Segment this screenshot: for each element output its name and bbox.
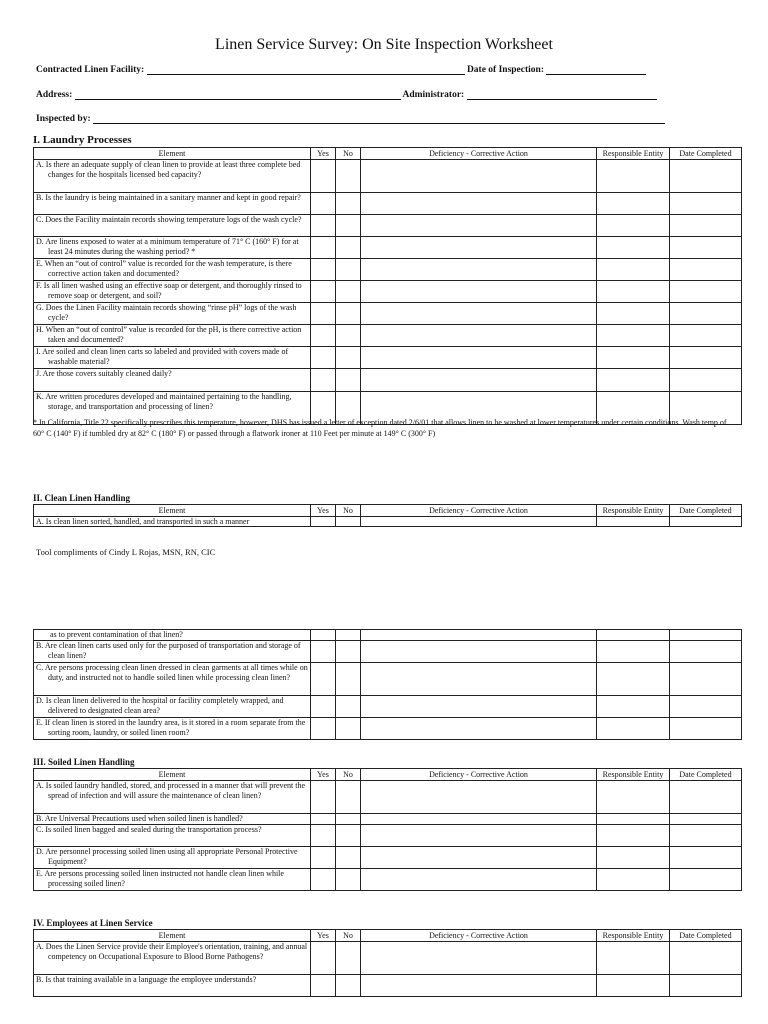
inspected-by-input[interactable] <box>93 113 665 124</box>
col-element-header: Element <box>34 769 311 781</box>
deficiency-cell[interactable] <box>361 215 597 237</box>
deficiency-cell[interactable] <box>361 303 597 325</box>
section-1-title: I. Laundry Processes <box>33 134 132 146</box>
element-question: E. If clean linen is stored in the laundry area, is it stored in a room separate from the sorting room, laundry, or soiled linen room? <box>36 718 306 737</box>
deficiency-cell[interactable] <box>361 814 597 825</box>
element-question: K. Are written procedures developed and maintained pertaining to the handling, storage, and transportation and processing of linen? <box>36 392 292 411</box>
responsible-cell[interactable] <box>597 814 670 825</box>
deficiency-cell[interactable] <box>361 237 597 259</box>
table-row <box>34 847 742 869</box>
facility-input[interactable] <box>147 64 465 75</box>
address-field <box>36 89 657 100</box>
element-text <box>34 215 311 237</box>
responsible-cell[interactable] <box>597 663 670 696</box>
element-text <box>34 259 311 281</box>
date-cell[interactable] <box>670 630 742 641</box>
element-question: A. Is clean linen sorted, handled, and transported in such a manner <box>36 517 250 526</box>
element-text <box>34 325 311 347</box>
col-responsible-header: Responsible Entity <box>597 505 670 517</box>
element-question: C. Is soiled linen bagged and sealed during the transportation process? <box>36 825 262 834</box>
date-inspection-label: Date of Inspection: <box>466 65 544 75</box>
address-label: Address: <box>36 90 73 100</box>
date-cell[interactable] <box>670 781 742 814</box>
table-row <box>34 942 742 975</box>
date-cell[interactable] <box>670 160 742 193</box>
responsible-cell[interactable] <box>597 781 670 814</box>
header-row <box>34 148 742 160</box>
date-cell[interactable] <box>670 259 742 281</box>
element-question: as to prevent contamination of that linen? <box>50 630 183 639</box>
deficiency-cell[interactable] <box>361 847 597 869</box>
table-row <box>34 193 742 215</box>
date-inspection-input[interactable] <box>546 64 646 75</box>
element-question: B. Are Universal Precautions used when soiled linen is handled? <box>36 814 243 823</box>
deficiency-cell[interactable] <box>361 718 597 740</box>
responsible-cell[interactable] <box>597 718 670 740</box>
col-deficiency-header: Deficiency - Corrective Action <box>361 148 597 160</box>
table-row <box>34 303 742 325</box>
col-date-header: Date Completed <box>670 769 742 781</box>
date-cell[interactable] <box>670 663 742 696</box>
no-cell[interactable] <box>336 663 361 696</box>
document-title: Linen Service Survey: On Site Inspection Worksheet <box>215 36 553 53</box>
no-cell[interactable] <box>336 237 361 259</box>
address-input[interactable] <box>75 89 401 100</box>
element-question: C. Are persons processing clean linen dressed in clean garments at all times while on duty, and instructed not to handle soiled linen while processing clean linen? <box>36 663 308 682</box>
element-text <box>34 847 311 869</box>
deficiency-cell[interactable] <box>361 869 597 891</box>
table-row <box>34 281 742 303</box>
date-cell[interactable] <box>670 517 742 527</box>
col-responsible-header: Responsible Entity <box>597 930 670 942</box>
responsible-cell[interactable] <box>597 303 670 325</box>
col-no-header: No <box>336 148 361 160</box>
date-cell[interactable] <box>670 237 742 259</box>
deficiency-cell[interactable] <box>361 517 597 527</box>
element-question: C. Does the Facility maintain records showing temperature logs of the wash cycle? <box>36 215 302 224</box>
element-question: A. Is soiled laundry handled, stored, and processed in a manner that will prevent the spread of infection and will assure the maintenance of clean linen? <box>36 781 306 800</box>
yes-cell[interactable] <box>311 641 336 663</box>
date-cell[interactable] <box>670 825 742 847</box>
element-question: G. Does the Linen Facility maintain records showing “rinse pH” logs of the wash cycle? <box>36 303 297 322</box>
date-cell[interactable] <box>670 975 742 997</box>
no-cell[interactable] <box>336 942 361 975</box>
date-cell[interactable] <box>670 814 742 825</box>
col-no-header: No <box>336 505 361 517</box>
administrator-input[interactable] <box>467 89 657 100</box>
col-responsible-header: Responsible Entity <box>597 148 670 160</box>
table-row <box>34 237 742 259</box>
element-text <box>34 641 311 663</box>
element-text <box>34 825 311 847</box>
yes-cell[interactable] <box>311 975 336 997</box>
yes-cell[interactable] <box>311 847 336 869</box>
col-element-header: Element <box>34 505 311 517</box>
date-cell[interactable] <box>670 696 742 718</box>
element-question: B. Is that training available in a language the employee understands? <box>36 975 257 984</box>
header-row <box>34 769 742 781</box>
deficiency-cell[interactable] <box>361 369 597 392</box>
col-element-header: Element <box>34 930 311 942</box>
laundry-processes-table <box>33 147 742 425</box>
element-question: D. Is clean linen delivered to the hospital or facility completely wrapped, and delivered to designated clean area? <box>36 696 284 715</box>
no-cell[interactable] <box>336 303 361 325</box>
no-cell[interactable] <box>336 869 361 891</box>
element-question: D. Are linens exposed to water at a minimum temperature of 71° C (160° F) for at least 24 minutes during the washing period? * <box>36 237 299 256</box>
footer-credit: Tool compliments of Cindy L Rojas, MSN, RN, CIC <box>36 547 216 557</box>
no-cell[interactable] <box>336 281 361 303</box>
yes-cell[interactable] <box>311 517 336 527</box>
no-cell[interactable] <box>336 847 361 869</box>
table-row <box>34 259 742 281</box>
yes-cell[interactable] <box>311 942 336 975</box>
no-cell[interactable] <box>336 369 361 392</box>
date-cell[interactable] <box>670 942 742 975</box>
table-row <box>34 630 742 641</box>
responsible-cell[interactable] <box>597 160 670 193</box>
no-cell[interactable] <box>336 193 361 215</box>
responsible-cell[interactable] <box>597 369 670 392</box>
element-text <box>34 160 311 193</box>
table-row <box>34 160 742 193</box>
yes-cell[interactable] <box>311 237 336 259</box>
yes-cell[interactable] <box>311 781 336 814</box>
element-text <box>34 517 311 527</box>
no-cell[interactable] <box>336 215 361 237</box>
col-element-header: Element <box>34 148 311 160</box>
element-text <box>34 303 311 325</box>
deficiency-cell[interactable] <box>361 347 597 369</box>
responsible-cell[interactable] <box>597 696 670 718</box>
no-cell[interactable] <box>336 259 361 281</box>
yes-cell[interactable] <box>311 814 336 825</box>
yes-cell[interactable] <box>311 347 336 369</box>
element-question: I. Are soiled and clean linen carts so labeled and provided with covers made of washable material? <box>36 347 289 366</box>
responsible-cell[interactable] <box>597 869 670 891</box>
element-text <box>34 630 311 641</box>
yes-cell[interactable] <box>311 825 336 847</box>
administrator-label: Administrator: <box>402 90 465 100</box>
date-cell[interactable] <box>670 641 742 663</box>
yes-cell[interactable] <box>311 193 336 215</box>
date-cell[interactable] <box>670 869 742 891</box>
deficiency-cell[interactable] <box>361 160 597 193</box>
responsible-cell[interactable] <box>597 942 670 975</box>
responsible-cell[interactable] <box>597 847 670 869</box>
col-no-header: No <box>336 769 361 781</box>
deficiency-cell[interactable] <box>361 641 597 663</box>
no-cell[interactable] <box>336 160 361 193</box>
yes-cell[interactable] <box>311 215 336 237</box>
element-text <box>34 663 311 696</box>
section-2-title: II. Clean Linen Handling <box>33 493 131 503</box>
table-row <box>34 663 742 696</box>
table-row <box>34 718 742 740</box>
responsible-cell[interactable] <box>597 193 670 215</box>
responsible-cell[interactable] <box>597 641 670 663</box>
yes-cell[interactable] <box>311 303 336 325</box>
element-text <box>34 781 311 814</box>
responsible-cell[interactable] <box>597 347 670 369</box>
responsible-cell[interactable] <box>597 517 670 527</box>
col-responsible-header: Responsible Entity <box>597 769 670 781</box>
element-text <box>34 718 311 740</box>
element-text <box>34 975 311 997</box>
section-3-title: III. Soiled Linen Handling <box>33 757 135 767</box>
responsible-cell[interactable] <box>597 825 670 847</box>
col-date-header: Date Completed <box>670 930 742 942</box>
yes-cell[interactable] <box>311 369 336 392</box>
inspected-by-field <box>36 113 665 124</box>
element-question: E. When an “out of control” value is recorded for the wash temperature, is there corrective action taken and documented? <box>36 259 292 278</box>
table-row <box>34 215 742 237</box>
deficiency-cell[interactable] <box>361 281 597 303</box>
inspected-by-label: Inspected by: <box>36 114 91 124</box>
deficiency-cell[interactable] <box>361 942 597 975</box>
table-row <box>34 825 742 847</box>
element-text <box>34 237 311 259</box>
responsible-cell[interactable] <box>597 630 670 641</box>
element-text <box>34 369 311 392</box>
yes-cell[interactable] <box>311 718 336 740</box>
date-cell[interactable] <box>670 347 742 369</box>
element-text <box>34 942 311 975</box>
employees-table <box>33 929 742 997</box>
responsible-cell[interactable] <box>597 281 670 303</box>
no-cell[interactable] <box>336 975 361 997</box>
no-cell[interactable] <box>336 718 361 740</box>
col-yes-header: Yes <box>311 148 336 160</box>
no-cell[interactable] <box>336 696 361 718</box>
no-cell[interactable] <box>336 517 361 527</box>
col-yes-header: Yes <box>311 505 336 517</box>
deficiency-cell[interactable] <box>361 630 597 641</box>
yes-cell[interactable] <box>311 259 336 281</box>
deficiency-cell[interactable] <box>361 781 597 814</box>
date-cell[interactable] <box>670 303 742 325</box>
yes-cell[interactable] <box>311 630 336 641</box>
date-cell[interactable] <box>670 847 742 869</box>
yes-cell[interactable] <box>311 663 336 696</box>
responsible-cell[interactable] <box>597 259 670 281</box>
col-deficiency-header: Deficiency - Corrective Action <box>361 930 597 942</box>
no-cell[interactable] <box>336 325 361 347</box>
deficiency-cell[interactable] <box>361 259 597 281</box>
responsible-cell[interactable] <box>597 975 670 997</box>
temperature-note: * In California, Title 22 specifically prescribes this temperature, however, DHS has issued a letter of exception dated 2/6/01 that allows linen to be washed at lower temperatures under certain conditions. Wash temp of 60° C (140° F) if tumbled dry at 82° C (180° F) or passed through a flatwork ironer at 110 Feet per minute at 149° C (300° F) <box>33 418 727 438</box>
table-row <box>34 781 742 814</box>
responsible-cell[interactable] <box>597 215 670 237</box>
date-cell[interactable] <box>670 281 742 303</box>
date-cell[interactable] <box>670 718 742 740</box>
no-cell[interactable] <box>336 814 361 825</box>
element-question: A. Is there an adequate supply of clean linen to provide at least three complete bed changes for the hospitals licensed bed capacity? <box>36 160 301 179</box>
deficiency-cell[interactable] <box>361 193 597 215</box>
element-question: D. Are personnel processing soiled linen using all appropriate Personal Protective Equipment? <box>36 847 298 866</box>
element-question: E. Are persons processing soiled linen instructed not handle clean linen while processing soiled linen? <box>36 869 284 888</box>
deficiency-cell[interactable] <box>361 663 597 696</box>
col-deficiency-header: Deficiency - Corrective Action <box>361 505 597 517</box>
no-cell[interactable] <box>336 825 361 847</box>
element-question: B. Is the laundry is being maintained in a sanitary manner and kept in good repair? <box>36 193 301 202</box>
element-text <box>34 814 311 825</box>
date-cell[interactable] <box>670 215 742 237</box>
deficiency-cell[interactable] <box>361 825 597 847</box>
facility-field <box>36 64 646 75</box>
deficiency-cell[interactable] <box>361 975 597 997</box>
element-text <box>34 869 311 891</box>
element-question: H. When an “out of control” value is recorded for the pH, is there corrective action taken and documented? <box>36 325 302 344</box>
yes-cell[interactable] <box>311 869 336 891</box>
table-row <box>34 347 742 369</box>
table-row <box>34 369 742 392</box>
element-question: B. Are clean linen carts used only for the purposed of transportation and storage of clean linen? <box>36 641 301 660</box>
table-row <box>34 814 742 825</box>
no-cell[interactable] <box>336 781 361 814</box>
col-yes-header: Yes <box>311 769 336 781</box>
soiled-linen-table <box>33 768 742 891</box>
facility-label: Contracted Linen Facility: <box>36 65 145 75</box>
header-row <box>34 505 742 517</box>
clean-linen-table-part2 <box>33 629 742 740</box>
date-cell[interactable] <box>670 193 742 215</box>
yes-cell[interactable] <box>311 325 336 347</box>
table-row <box>34 641 742 663</box>
table-row <box>34 517 742 527</box>
no-cell[interactable] <box>336 347 361 369</box>
col-date-header: Date Completed <box>670 148 742 160</box>
clean-linen-table-part1 <box>33 504 742 527</box>
header-row <box>34 930 742 942</box>
element-text <box>34 347 311 369</box>
table-row <box>34 696 742 718</box>
section-4-title: IV. Employees at Linen Service <box>33 918 153 928</box>
col-deficiency-header: Deficiency - Corrective Action <box>361 769 597 781</box>
element-text <box>34 193 311 215</box>
deficiency-cell[interactable] <box>361 696 597 718</box>
date-cell[interactable] <box>670 325 742 347</box>
element-question: A. Does the Linen Service provide their Employee's orientation, training, and annual competency on Occupational Exposure to Blood Borne Pathogens? <box>36 942 308 961</box>
yes-cell[interactable] <box>311 281 336 303</box>
element-question: J. Are those covers suitably cleaned daily? <box>36 369 172 378</box>
element-question: F. Is all linen washed using an effective soap or detergent, and thoroughly rinsed to remove soap or detergent, and soil? <box>36 281 302 300</box>
yes-cell[interactable] <box>311 160 336 193</box>
deficiency-cell[interactable] <box>361 325 597 347</box>
no-cell[interactable] <box>336 641 361 663</box>
element-text <box>34 696 311 718</box>
responsible-cell[interactable] <box>597 325 670 347</box>
col-no-header: No <box>336 930 361 942</box>
col-date-header: Date Completed <box>670 505 742 517</box>
table-row <box>34 975 742 997</box>
element-text <box>34 281 311 303</box>
responsible-cell[interactable] <box>597 237 670 259</box>
table-row <box>34 869 742 891</box>
yes-cell[interactable] <box>311 696 336 718</box>
table-row <box>34 325 742 347</box>
col-yes-header: Yes <box>311 930 336 942</box>
no-cell[interactable] <box>336 630 361 641</box>
date-cell[interactable] <box>670 369 742 392</box>
